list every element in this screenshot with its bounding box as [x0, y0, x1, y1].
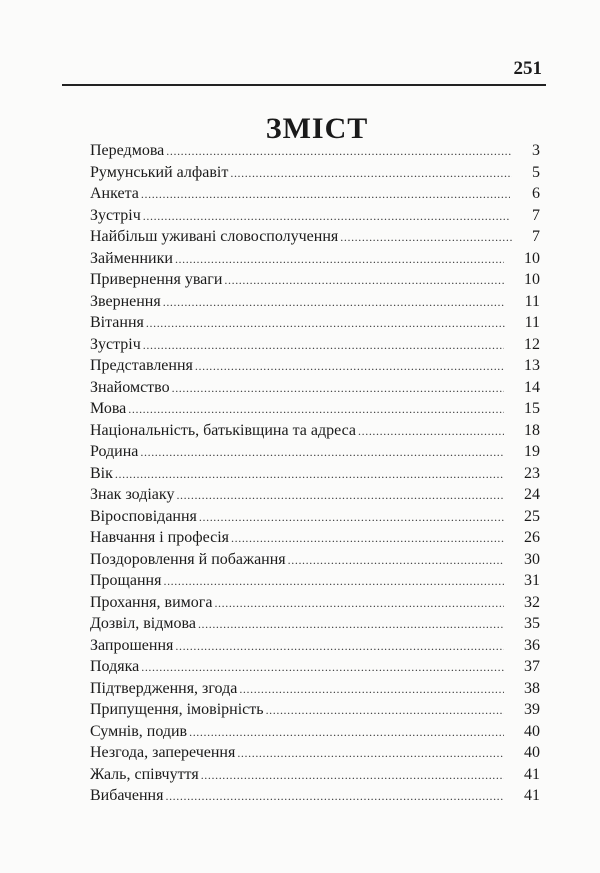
toc-entry-page: 40	[524, 722, 540, 740]
toc-entry-page: 39	[524, 701, 540, 718]
toc-entry-page: 23	[524, 464, 540, 482]
toc-entry-label: Зустріч	[90, 206, 141, 224]
toc-entry	[90, 764, 540, 786]
toc-leader-dots	[175, 636, 504, 658]
toc-entry-page: 31	[524, 572, 540, 589]
toc-entry	[90, 613, 540, 635]
toc-leader-dots	[141, 184, 510, 206]
toc-entry-page: 40	[524, 744, 540, 761]
toc-entry-page: 35	[524, 615, 540, 632]
toc-entry-label: Знайомство	[90, 378, 170, 396]
toc-leader-dots	[172, 378, 504, 400]
toc-entry	[90, 527, 540, 549]
toc-entry	[90, 463, 540, 485]
toc-entry-page: 18	[524, 421, 540, 439]
toc-leader-dots	[237, 743, 504, 765]
toc-entry	[90, 699, 540, 721]
toc-entry-label: Займенники	[90, 249, 173, 267]
toc-entry	[90, 656, 540, 678]
toc-entry	[90, 355, 540, 377]
toc-entry-page: 13	[524, 357, 540, 374]
toc-entry-page: 11	[524, 292, 540, 310]
toc-entry	[90, 226, 540, 248]
toc-leader-dots	[239, 679, 504, 701]
toc-leader-dots	[115, 464, 504, 486]
toc-entry	[90, 420, 540, 442]
toc-entry	[90, 635, 540, 657]
toc-entry-label: Припущення, імовірність	[90, 701, 264, 718]
toc-entry-page: 36	[524, 636, 540, 654]
toc-entry-label: Привернення уваги	[90, 271, 223, 288]
toc-entry-page: 11	[524, 314, 540, 331]
toc-entry-label: Зустріч	[90, 335, 141, 353]
toc-leader-dots	[358, 421, 504, 443]
toc-entry	[90, 334, 540, 356]
toc-entry-page: 19	[524, 443, 540, 460]
toc-entry	[90, 785, 540, 807]
toc-leader-dots	[146, 313, 505, 335]
toc-entry	[90, 269, 540, 291]
toc-leader-dots	[266, 700, 504, 722]
toc-entry-label: Дозвіл, відмова	[90, 615, 196, 632]
toc-leader-dots	[176, 485, 504, 507]
toc-leader-dots	[163, 292, 505, 314]
toc-entry	[90, 506, 540, 528]
toc-entry	[90, 678, 540, 700]
toc-entry	[90, 248, 540, 270]
toc-entry-page: 15	[524, 400, 540, 417]
toc-entry-label: Сумнів, подив	[90, 722, 188, 740]
toc-entry-label: Найбільш уживані словосполучення	[90, 228, 339, 245]
toc-leader-dots	[189, 722, 504, 744]
toc-entry-label: Навчання і професія	[90, 529, 230, 546]
toc-entry-label: Подяка	[90, 658, 140, 675]
toc-entry-page: 30	[524, 550, 540, 568]
toc-entry	[90, 162, 540, 184]
toc-entry-page: 10	[524, 271, 540, 288]
toc-entry-label: Вітання	[90, 314, 144, 331]
toc-entry	[90, 205, 540, 227]
toc-leader-dots	[166, 141, 511, 163]
toc-entry-page: 41	[524, 787, 540, 804]
toc-entry	[90, 721, 540, 743]
toc-entry-label: Поздоровлення й побажання	[90, 550, 286, 568]
toc-entry-page: 37	[524, 658, 540, 675]
toc-entry-page: 14	[524, 378, 540, 396]
toc-entry-label: Анкета	[90, 185, 139, 202]
toc-leader-dots	[175, 249, 504, 271]
toc-leader-dots	[288, 550, 504, 572]
toc-leader-dots	[230, 163, 512, 185]
toc-entry	[90, 570, 540, 592]
toc-leader-dots	[143, 206, 510, 228]
toc-entry	[90, 742, 540, 764]
toc-entry-label: Національність, батьківщина та адреса	[90, 421, 357, 439]
table-of-contents	[90, 140, 540, 807]
toc-entry	[90, 140, 540, 162]
toc-leader-dots	[163, 571, 504, 593]
toc-entry	[90, 291, 540, 313]
toc-entry-page: 26	[524, 529, 540, 546]
toc-entry-label: Підтвердження, згода	[90, 679, 238, 697]
page-number: 251	[513, 58, 542, 79]
toc-entry-page: 6	[532, 185, 540, 202]
toc-entry-page: 7	[532, 206, 540, 224]
toc-entry	[90, 377, 540, 399]
toc-leader-dots	[340, 227, 512, 249]
toc-entry-page: 7	[532, 228, 540, 245]
toc-leader-dots	[195, 356, 504, 378]
toc-entry-label: Запрошення	[90, 636, 174, 654]
toc-entry	[90, 484, 540, 506]
toc-leader-dots	[199, 507, 504, 529]
toc-entry-page: 5	[532, 163, 540, 181]
toc-entry-page: 10	[524, 249, 540, 267]
toc-entry-page: 3	[532, 142, 540, 159]
toc-entry-label: Звернення	[90, 292, 161, 310]
toc-entry-page: 41	[524, 765, 540, 783]
toc-entry	[90, 441, 540, 463]
toc-entry-label: Прохання, вимога	[90, 593, 213, 611]
toc-entry-page: 12	[524, 335, 540, 353]
toc-entry-label: Жаль, співчуття	[90, 765, 199, 783]
header-rule	[62, 84, 546, 86]
toc-entry-label: Вибачення	[90, 787, 164, 804]
toc-entry-label: Незгода, заперечення	[90, 744, 236, 761]
page-title: ЗМІСТ	[265, 112, 369, 145]
toc-entry-label: Віросповідання	[90, 507, 197, 525]
toc-entry	[90, 549, 540, 571]
toc-entry	[90, 183, 540, 205]
toc-entry-label: Знак зодіаку	[90, 486, 175, 503]
toc-entry-page: 25	[524, 507, 540, 525]
toc-entry	[90, 312, 540, 334]
toc-entry-label: Передмова	[90, 142, 165, 159]
toc-entry-label: Родина	[90, 443, 139, 460]
toc-leader-dots	[141, 657, 504, 679]
toc-leader-dots	[231, 528, 504, 550]
toc-leader-dots	[140, 442, 504, 464]
toc-entry-label: Румунський алфавіт	[90, 163, 229, 181]
toc-leader-dots	[165, 786, 504, 808]
toc-entry-label: Прощання	[90, 572, 162, 589]
toc-entry-page: 32	[524, 593, 540, 611]
toc-leader-dots	[128, 399, 504, 421]
toc-leader-dots	[198, 614, 504, 636]
toc-entry-page: 24	[524, 486, 540, 503]
toc-entry-label: Представлення	[90, 357, 193, 374]
toc-leader-dots	[143, 335, 504, 357]
toc-entry	[90, 398, 540, 420]
toc-leader-dots	[214, 593, 504, 615]
toc-entry-label: Мова	[90, 400, 127, 417]
toc-leader-dots	[201, 765, 504, 787]
toc-leader-dots	[224, 270, 504, 292]
toc-entry	[90, 592, 540, 614]
toc-entry-page: 38	[524, 679, 540, 697]
toc-entry-label: Вік	[90, 464, 113, 482]
